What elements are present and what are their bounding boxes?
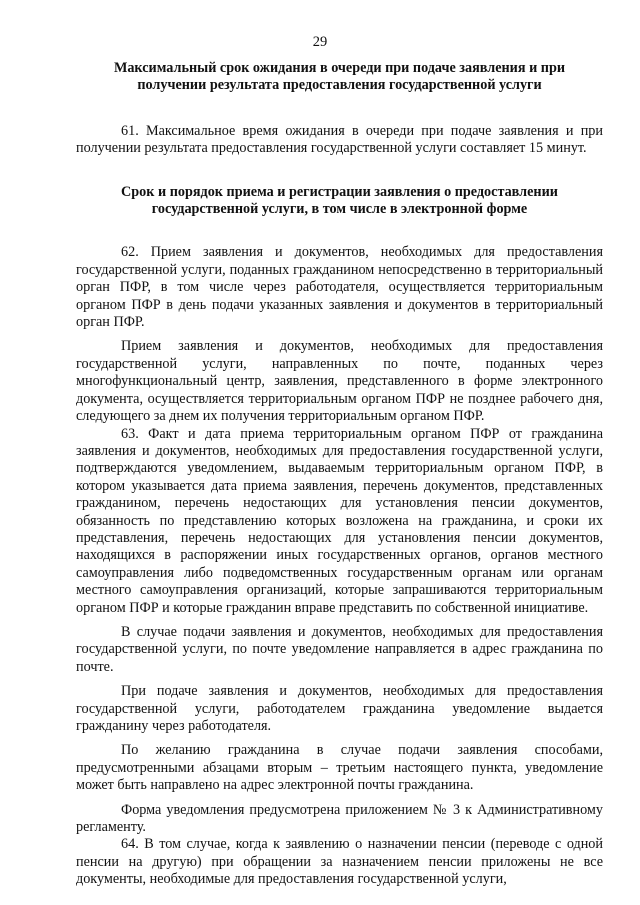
paragraph-63: 63. Факт и дата приема территориальным органом ПФР от гражданина заявления и документов, необходимых для предоставления государственной услуги, подтверждаются уведомлением, выдаваемым территориальным органом ПФР, в котором указывается дата приема заявления, перечень документов, представленных гражданином, перечень недостающих для установления пенсии документов, обязанность по представлению которых возложена на гражданина, и сроки их представления, перечень недостающих для установления пенсии документов, находящихся в распоряжении иных государственных органов, органов местного самоуправления либо подведомственных государственным органам или органам местного самоуправления организаций, которые запрашиваются территориальным органом ПФР и которые гражданин вправе представить по собственной инициативе. bbox=[76, 425, 603, 616]
paragraph-62: 62. Прием заявления и документов, необходимых для предоставления государственной услуги, поданных гражданином непосредственно в территориальный орган ПФР, в том числе через работодателя, осуществляется территориальным органом ПФР в день подачи указанных заявления и документов в территориальный орган ПФР. bbox=[76, 244, 603, 331]
paragraph-64: 64. В том случае, когда к заявлению о назначении пенсии (переводе с одной пенсии на другую) при обращении за назначением пенсии приложены не все документы, необходимые для предоставления государственной услуги, bbox=[76, 836, 603, 888]
page-content bbox=[76, 58, 603, 889]
page-number: 29 bbox=[312, 34, 328, 50]
paragraph-63-employer-notice: При подаче заявления и документов, необходимых для предоставления государственной услуги, работодателем гражданина уведомление выдается гражданину через работодателя. bbox=[76, 683, 603, 734]
section-heading-waiting-time: Максимальный срок ожидания в очереди при подаче заявления и при получении результата предоставления государственной услуги bbox=[113, 60, 566, 94]
paragraph-63-email-notice: По желанию гражданина в случае подачи заявления способами, предусмотренными абзацами вторым – третьим настоящего пункта, уведомление может быть направлено на адрес электронной почты гражданина. bbox=[76, 742, 603, 794]
paragraph-63-mail-notice: В случае подачи заявления и документов, необходимых для предоставления государственной услуги, по почте уведомление направляется в адрес гражданина по почте. bbox=[76, 623, 603, 675]
paragraph-61: 61. Максимальное время ожидания в очереди при подаче заявления и при получении результата предоставления государственной услуги составляет 15 минут. bbox=[76, 122, 603, 157]
paragraph-62-mail: Прием заявления и документов, необходимых для предоставления государственной услуги, направленных по почте, поданных через многофункциональный центр, заявления, представленного в форме электронного документа, осуществляется территориальным органом ПФР не позднее рабочего дня, следующего за днем их получения территориальным органом ПФР. bbox=[76, 338, 603, 425]
section-heading-application-registration: Срок и порядок приема и регистрации заявления о предоставлении государственной услуги, в том числе в электронной форме bbox=[121, 183, 558, 218]
paragraph-63-form-reference: Форма уведомления предусмотрена приложением № 3 к Административному регламенту. bbox=[76, 801, 603, 836]
